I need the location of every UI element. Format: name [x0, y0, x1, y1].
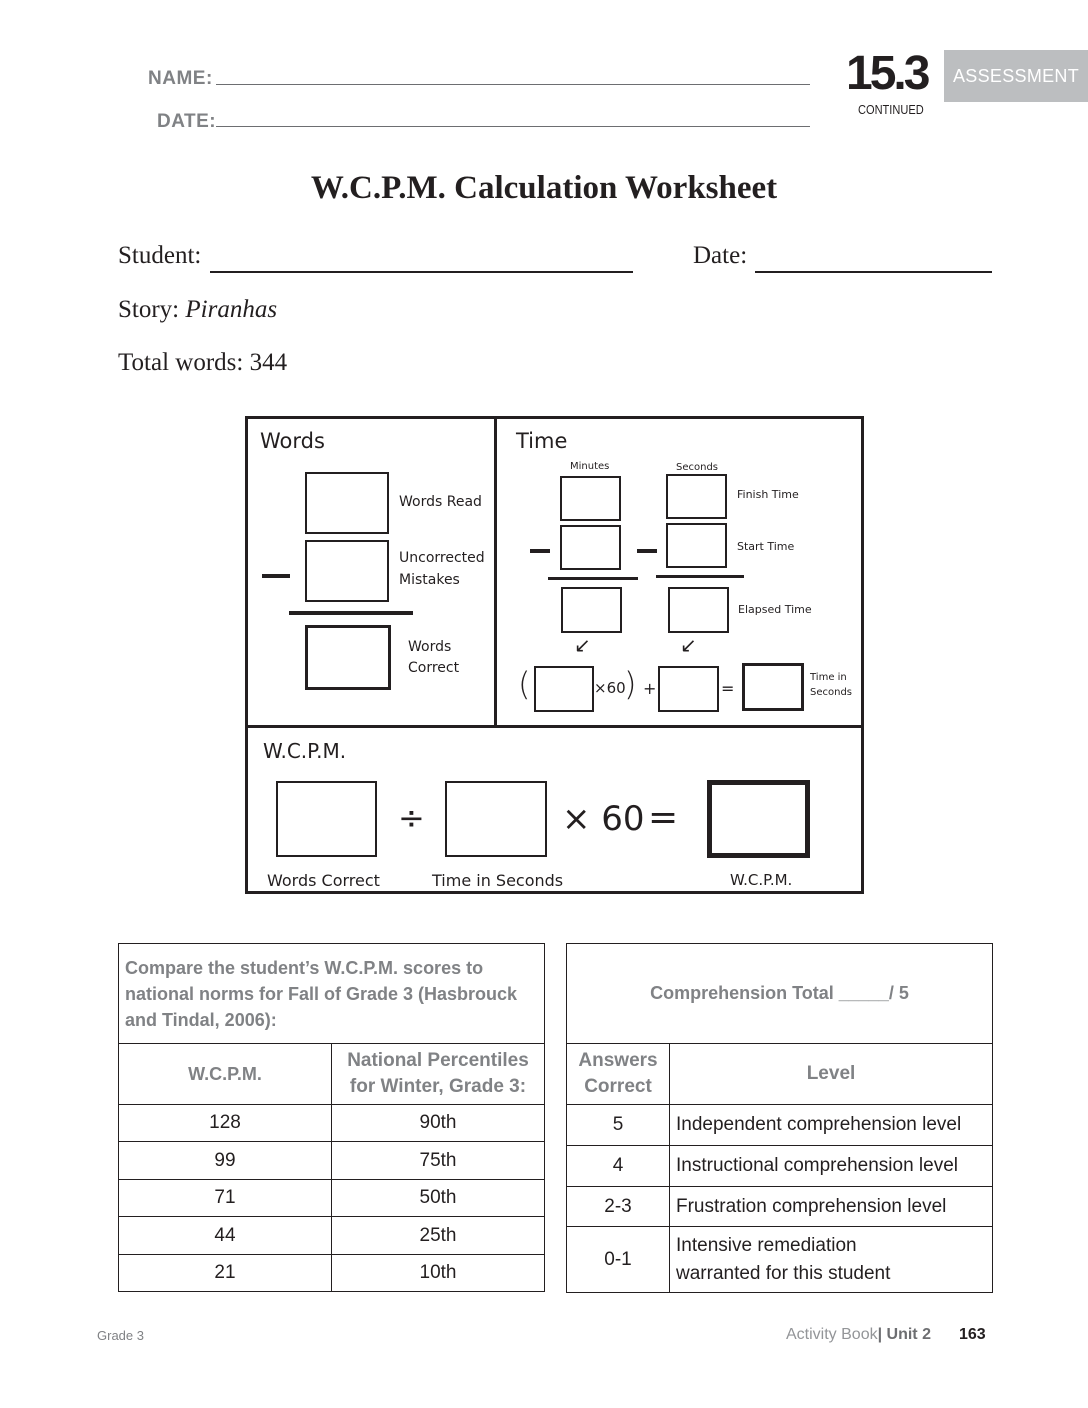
- finish-seconds-box[interactable]: [666, 474, 727, 519]
- times-60-large: × 60: [562, 799, 645, 839]
- norms-wcpm-cell: 128: [119, 1105, 332, 1142]
- norms-col-percentiles: [332, 1044, 545, 1105]
- time-minus-seconds: [637, 549, 657, 553]
- lesson-number: 15.3: [846, 47, 928, 100]
- uncorrected-label-2: Mistakes: [399, 572, 460, 588]
- minutes-convert-box[interactable]: [534, 666, 594, 712]
- wcpm-heading: W.C.P.M.: [263, 739, 347, 763]
- arrow-seconds-icon: ↙: [680, 633, 697, 657]
- comp-level-cell: [670, 1227, 993, 1293]
- wcpm-words-correct-box[interactable]: [276, 781, 377, 857]
- words-correct-label-2: Correct: [408, 660, 460, 676]
- comp-answers-cell: 0-1: [567, 1227, 670, 1293]
- comp-col-answers-1: Answers: [578, 1050, 658, 1071]
- plus-sign: +: [643, 679, 657, 698]
- footer-book-info: [786, 1326, 931, 1344]
- open-paren: (: [518, 665, 531, 703]
- elapsed-seconds-box[interactable]: [668, 587, 729, 633]
- page-title: W.C.P.M. Calculation Worksheet: [310, 170, 778, 206]
- norms-caption: Compare the student’s W.C.P.M. scores to national norms for Fall of Grade 3 (Hasbrouck and Tindal, 2006):: [119, 944, 545, 1044]
- elapsed-time-label: Elapsed Time: [738, 603, 812, 616]
- name-label: NAME:: [148, 68, 213, 89]
- assessment-tag: ASSESSMENT: [944, 50, 1088, 102]
- norms-pct-cell: 90th: [332, 1105, 545, 1142]
- arrow-minutes-icon: ↙: [574, 633, 591, 657]
- panel-divider-horizontal: [248, 725, 861, 728]
- start-seconds-box[interactable]: [666, 523, 727, 568]
- finish-minutes-box[interactable]: [560, 476, 621, 521]
- comprehension-table: [566, 943, 993, 1293]
- date-field-label: Date:: [693, 242, 748, 269]
- seconds-label: Seconds: [676, 462, 719, 473]
- panel-divider-vertical: [494, 419, 497, 727]
- comp-col-level: Level: [670, 1044, 993, 1105]
- comp-col-answers-2: Correct: [584, 1076, 652, 1097]
- words-heading: Words: [260, 429, 325, 453]
- page-number: 163: [959, 1326, 986, 1343]
- equals-large: =: [648, 797, 679, 838]
- comp-level-cell: Independent comprehension level: [670, 1105, 993, 1146]
- name-line[interactable]: [216, 84, 810, 85]
- norms-pct-cell: 10th: [332, 1255, 545, 1292]
- student-label: Student:: [118, 242, 202, 269]
- norms-wcpm-cell: 21: [119, 1255, 332, 1292]
- words-minus-sign: [262, 574, 290, 578]
- times-60-small: ×60: [594, 679, 626, 697]
- words-read-box[interactable]: [305, 472, 389, 534]
- table-row: [567, 1105, 993, 1146]
- footer-grade: Grade 3: [97, 1328, 144, 1343]
- elapsed-minutes-box[interactable]: [561, 587, 622, 633]
- story-label: Story:: [118, 296, 180, 323]
- table-row: [119, 1142, 545, 1180]
- date-blank[interactable]: [755, 271, 992, 273]
- norms-wcpm-cell: 44: [119, 1217, 332, 1255]
- norms-col-percentiles-1: National Percentiles: [347, 1050, 529, 1071]
- date-line[interactable]: [216, 126, 810, 127]
- norms-pct-cell: 25th: [332, 1217, 545, 1255]
- words-correct-label-1: Words: [408, 639, 452, 655]
- comp-level-line-1: Intensive remediation: [676, 1234, 857, 1256]
- uncorrected-label-1: Uncorrected: [399, 550, 485, 566]
- time-in-seconds-label-1: Time in: [810, 672, 847, 683]
- table-row: [567, 1227, 993, 1293]
- words-read-label: Words Read: [399, 494, 482, 510]
- story-title: Piranhas: [185, 296, 278, 323]
- wcpm-words-correct-label: Words Correct: [267, 871, 380, 890]
- close-paren: ): [624, 665, 637, 703]
- comp-level-cell: Instructional comprehension level: [670, 1146, 993, 1187]
- table-row: [567, 1146, 993, 1187]
- table-row: [119, 1105, 545, 1142]
- norms-pct-cell: 50th: [332, 1180, 545, 1217]
- finish-time-label: Finish Time: [737, 488, 799, 501]
- comp-answers-cell: 4: [567, 1146, 670, 1187]
- start-time-label: Start Time: [737, 540, 795, 553]
- time-in-seconds-label-2: Seconds: [810, 687, 853, 698]
- norms-col-percentiles-2: for Winter, Grade 3:: [349, 1076, 527, 1097]
- footer-book: Activity Book: [786, 1326, 878, 1343]
- comp-answers-cell: 2-3: [567, 1187, 670, 1227]
- date-label: DATE:: [157, 111, 217, 132]
- norms-header-row: [119, 1044, 545, 1105]
- norms-wcpm-cell: 71: [119, 1180, 332, 1217]
- comprehension-header-row: [567, 1044, 993, 1105]
- equals-small: =: [721, 679, 735, 698]
- words-sum-line: [289, 611, 413, 615]
- wcpm-result-box[interactable]: [707, 780, 810, 858]
- comp-level-cell: Frustration comprehension level: [670, 1187, 993, 1227]
- norms-table: [118, 943, 545, 1292]
- seconds-sum-line: [656, 575, 744, 578]
- words-correct-box[interactable]: [305, 625, 391, 690]
- table-row: [119, 1180, 545, 1217]
- time-in-seconds-box[interactable]: [742, 663, 804, 711]
- comprehension-caption: Comprehension Total _____/ 5: [567, 944, 993, 1044]
- total-words: Total words: 344: [118, 349, 288, 376]
- time-minus-minutes: [530, 549, 550, 553]
- norms-pct-cell: 75th: [332, 1142, 545, 1180]
- time-heading: Time: [516, 429, 568, 453]
- comp-col-answers: [567, 1044, 670, 1105]
- wcpm-result-label: W.C.P.M.: [730, 871, 793, 889]
- calculation-diagram: [245, 416, 864, 894]
- norms-wcpm-cell: 99: [119, 1142, 332, 1180]
- footer-unit: | Unit 2: [877, 1326, 931, 1343]
- table-row: [119, 1255, 545, 1292]
- comp-level-line-2: warranted for this student: [676, 1262, 891, 1284]
- wcpm-time-label: Time in Seconds: [432, 871, 564, 890]
- student-blank[interactable]: [210, 271, 633, 273]
- lesson-continued: CONTINUED: [858, 102, 924, 117]
- wcpm-time-box[interactable]: [445, 781, 547, 857]
- start-minutes-box[interactable]: [560, 525, 621, 570]
- divide-sign: ÷: [398, 799, 425, 837]
- table-row: [567, 1187, 993, 1227]
- norms-col-wcpm: W.C.P.M.: [119, 1044, 332, 1105]
- minutes-label: Minutes: [570, 461, 610, 472]
- seconds-add-box[interactable]: [658, 666, 719, 712]
- table-row: [119, 1217, 545, 1255]
- story-line: [118, 296, 277, 324]
- comp-answers-cell: 5: [567, 1105, 670, 1146]
- minutes-sum-line: [548, 577, 638, 580]
- uncorrected-mistakes-box[interactable]: [305, 540, 389, 602]
